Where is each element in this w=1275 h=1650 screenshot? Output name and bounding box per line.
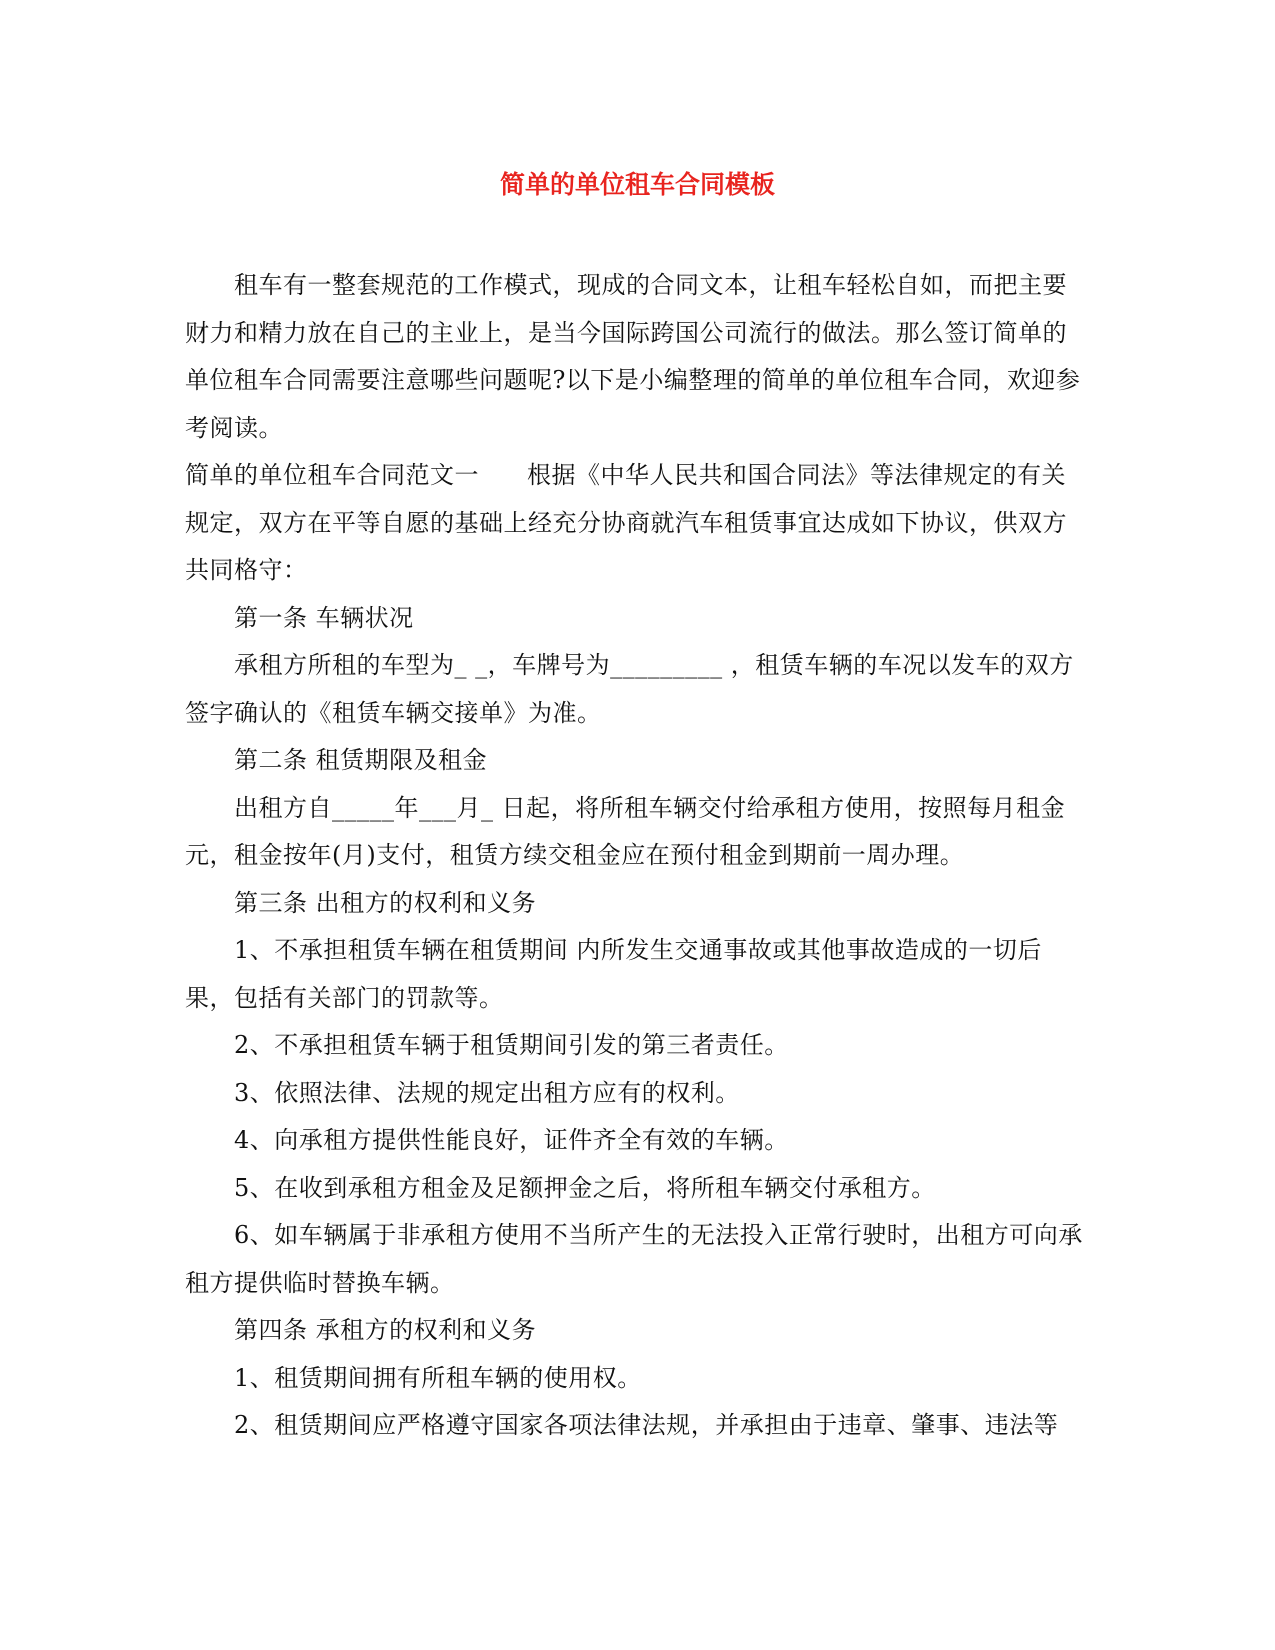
preamble-text: 根据《中华人民共和国合同法》等法律规定的有关规定，双方在平等自愿的基础上经充分协商就汽车租赁事宜达成如下协议，供双方共同格守： — [185, 461, 1067, 584]
document-body — [185, 262, 1090, 1450]
article3-item: 3、依照法律、法规的规定出租方应有的权利。 — [234, 1078, 740, 1107]
article3-item: 4、向承租方提供性能良好，证件齐全有效的车辆。 — [234, 1126, 789, 1154]
article3-item: 1、不承担租赁车辆在租赁期间 内所发生交通事故或其他事故造成的一切后果，包括有关部门的罚款等。 — [185, 936, 1042, 1012]
article2-text: 出租方自_____年___月_ 日起，将所租车辆交付给承租方使用，按照每月租金 元，租金按年(月)支付，租赁方续交租金应在预付租金到期前一周办理。 — [185, 793, 1066, 869]
article3-item: 5、在收到承租方租金及足额押金之后，将所租车辆交付承租方。 — [234, 1173, 936, 1202]
sample-heading: 简单的单位租车合同范文一 — [185, 461, 479, 489]
article3-title: 第三条 出租方的权利和义务 — [234, 888, 537, 917]
article3-item: 2、不承担租赁车辆于租赁期间引发的第三者责任。 — [234, 1031, 789, 1059]
document-title: 简单的单位租车合同模板 — [499, 170, 775, 199]
article1-text: 承租方所租的车型为_ _，车牌号为_________ ，租赁车辆的车况以发车的双方签字确认的《租赁车辆交接单》为准。 — [185, 651, 1074, 727]
intro-paragraph: 租车有一整套规范的工作模式，现成的合同文本，让租车轻松自如，而把主要财力和精力放在自己的主业上，是当今国际跨国公司流行的做法。那么签订简单的单位租车合同需要注意哪些问题呢?以下是小编整理的简单的单位租车合同，欢迎参考阅读。 — [185, 271, 1081, 442]
article4-item: 2、租赁期间应严格遵守国家各项法律法规，并承担由于违章、肇事、违法等 — [234, 1411, 1059, 1439]
preamble-paragraph — [185, 452, 1090, 595]
article2-title: 第二条 租赁期限及租金 — [234, 746, 488, 774]
article4-item: 1、租赁期间拥有所租车辆的使用权。 — [234, 1363, 642, 1392]
article4-title: 第四条 承租方的权利和义务 — [234, 1316, 537, 1344]
article3-item: 6、如车辆属于非承租方使用不当所产生的无法投入正常行驶时，出租方可向承租方提供临时替换车辆。 — [185, 1221, 1083, 1297]
article1-title: 第一条 车辆状况 — [234, 603, 414, 632]
